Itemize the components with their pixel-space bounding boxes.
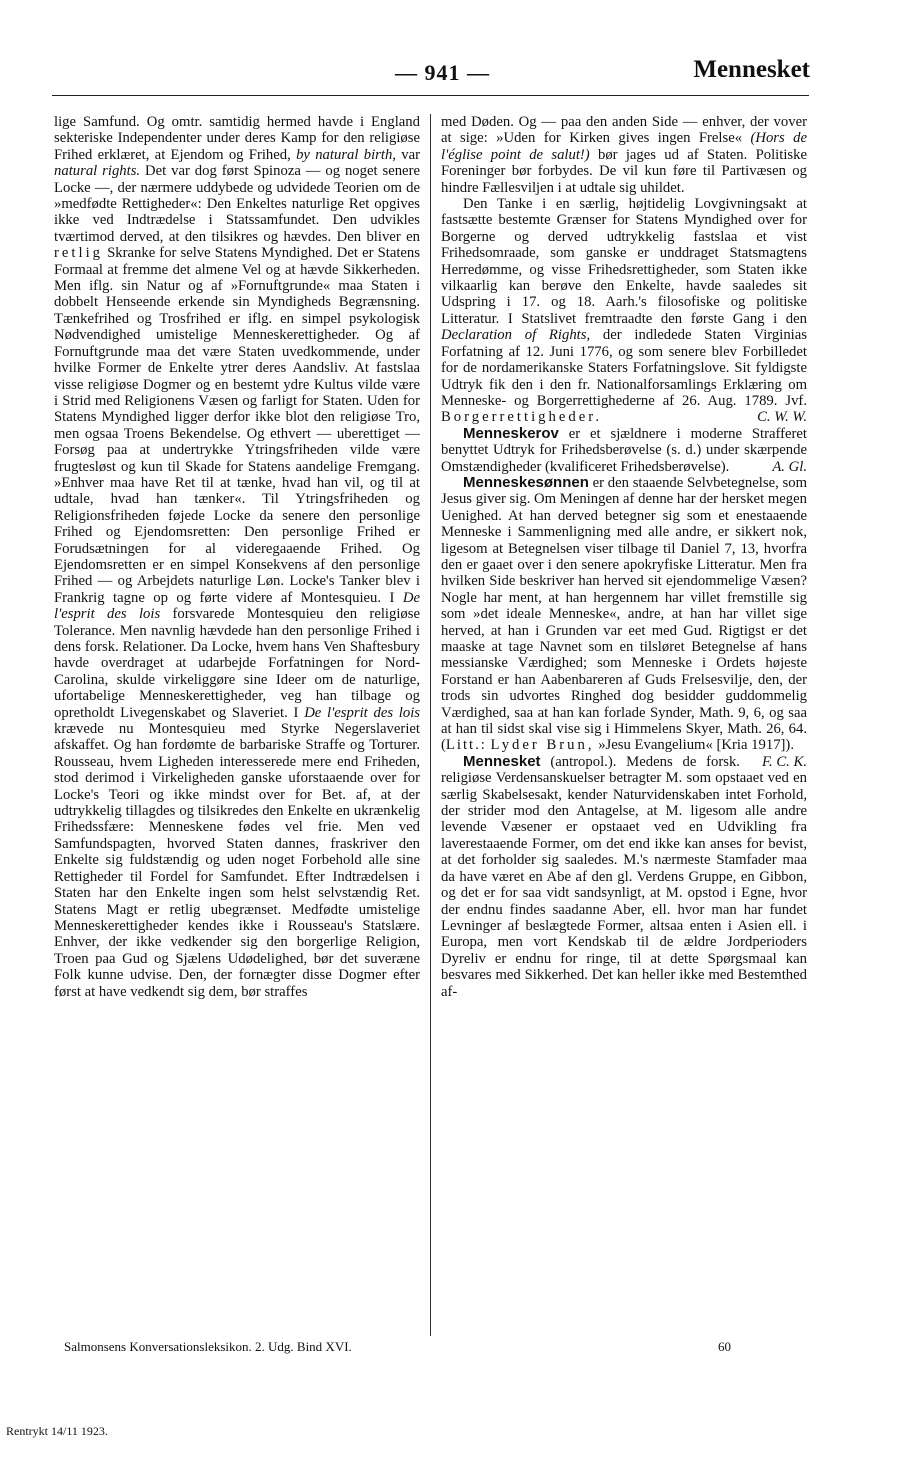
reprint-note <box>6 1424 108 1439</box>
author-signature: F. C. K. <box>761 753 807 770</box>
italic-run: natural rights. <box>54 163 141 180</box>
author-signature: C. W. W. <box>757 409 807 426</box>
page-number: — 941 — <box>395 60 490 85</box>
text-run: Det var dog først Spinoza — og noget senere Locke —, der nærmere uddybede og udvidede Teorien om de »medfødte Rettigheder«: Den Enkeltes naturlige Ret opgives ikke ved Indtrædelse i Statssamfundet. Den udvikles tværtimod derved, at den tilsikres og hævdes. Den bliver en <box>54 163 420 245</box>
reprint-prefix: Rentrykt <box>6 1424 48 1438</box>
entry-headword: Menneskesønnen <box>463 473 589 491</box>
italic-run: Declaration of Rights, <box>441 327 591 344</box>
column-separator <box>430 114 431 1336</box>
literature-title: »Jesu Evangelium« [Kria 1917]). <box>598 737 794 754</box>
author-signature: A. Gl. <box>772 458 807 475</box>
text-run: lige Samfund. Og omtr. samtidig hermed havde i England sekteriske Independenter under deres Kamp for den religiøse Frihed erklæret, at Ejendom og Frihed, <box>54 114 420 163</box>
cross-reference: Borgerrettigheder. <box>441 409 602 426</box>
text-run: var <box>401 146 420 163</box>
right-column <box>441 114 807 1338</box>
right-paragraph-declaration <box>441 196 807 426</box>
entry-menneskerov <box>441 426 807 475</box>
text-run: med Døden. Og — paa den anden Side — enhver, der vover at sige: »Uden for Kirken gives ingen Frelse« <box>441 114 807 147</box>
entry-headword: Mennesket <box>463 752 541 770</box>
entry-mennesket <box>441 754 807 1000</box>
italic-run: by natural birth, <box>296 146 396 163</box>
literature-label: Litt.: <box>445 737 487 754</box>
text-run: der indledede Staten Virginias Forfatning af 12. Juni 1776, og som senere blev Forbilledet for de nordamerikanske Staters Forfatningslove. Sit fyldigste Udtryk fik den i den fr. Nationalforsamlings Erklæring om Menneske- og Borgerrettighederne af 26. Aug. 1789. Jvf. <box>441 327 807 409</box>
text-run: Den Tanke i en særlig, højtidelig Lovgivningsakt at fastsætte bestemte Grænser for Statens Myndighed over for Borgerne og derved udtrykkelig fastslaa et vist Frihedsomraade, som ganske er unddraget Statsmagtens Herredømme, og visse Frihedsrettigheder, som Staten ikke vilkaarlig kan berøve den Enkelte, havde saaledes sit Udspring i 17. og 18. Aarh.'s filosofiske og politiske Litteratur. I Statslivet fremtraadte den første Gang i den <box>441 196 807 327</box>
running-head: Mennesket <box>693 56 810 83</box>
left-column <box>54 114 420 1338</box>
reprint-date: 14/11 1923. <box>51 1424 108 1438</box>
header-rule <box>52 95 809 96</box>
italic-run: De l'esprit des lois <box>304 704 420 721</box>
left-paragraph <box>54 114 420 1000</box>
text-run: forsvarede Montesquieu den religiøse Tolerance. Men navnlig hævdede han den personlige Frihed i dens forsk. Relationer. Da Locke, hvem hans Ven Shaftesbury havde overdraget at udarbejde Forfatningen for Nord-Carolina, skulde virkeliggøre sine Ideer om de naturlige, ufortabelige Menneskerettigheder, veg han tilbage og opretholdt Livegenskabet og Slaveriet. I <box>54 606 420 721</box>
italic-run: (Hors de l'église point de salut!) <box>441 130 807 163</box>
sheet-number: 60 <box>718 1339 731 1354</box>
literature-author: Lyder Brun, <box>490 737 595 754</box>
italic-run: De l'esprit des lois <box>54 589 420 623</box>
spaced-run: retlig <box>54 245 103 262</box>
right-paragraph-continuation <box>441 114 807 196</box>
entry-text: er et sjældnere i moderne Strafferet benyttet Udtryk for Frihedsberøvelse (s. d.) under skærpende Omstændigheder (kvalificeret Frihedsberøvelse). <box>441 425 807 475</box>
publication-line: Salmonsens Konversationsleksikon. 2. Udg. Bind XVI. <box>64 1339 352 1354</box>
entry-headword: Menneskerov <box>463 424 559 442</box>
text-run: Skranke for selve Statens Myndighed. Det er Statens Formaal at fremme det almene Vel og at hævde Sikkerheden. Men iflg. sin Natur og af »Fornuftgrunde« maa Staten i dobbelt Henseende erkende sin Myndigheds Begrænsning. Tænkefrihed og Trosfrihed er iflg. en simpel psykologisk Nødvendighed umistelige Menneskerettigheder. Og af Fornuftgrunde maa det være Staten uvedkommende, under hvilke Former de Enkelte ytrer deres Aandsliv. At fastslaa visse religiøse Dogmer og en bestemt ydre Kultus vilde være i Strid med Religionens Væsen og farligt for Staten. Uden for Statens Myndighed ligger derfor ikke blot den religiøse Tro, men ogsaa Troens Bekendelse. Og ethvert — uberettiget — Forsøg paa at undertrykke Ytringsfriheden vilde være frugtesløst og kun til Skade for Statens aandelige Fremgang. »Enhver maa have Ret til at tænke, hvad han vil, og til at udtale, hvad han tænker«. Til Ytringsfriheden og Religionsfriheden føjede Locke da senere den personlige Frihed og Ejendomsretten: Den personlige Frihed er Forudsætningen for al videregaaende Frihed. Og Ejendomsretten er en simpel Konsekvens af den personlige Frihed — og Arbejdets naturlige Løn. Locke's Tanker blev i Frankrig tagne op og førte videre af Montesquieu. I <box>54 245 420 606</box>
text-run: krævede nu Montesquieu med Styrke Negerslaveriet afskaffet. Og han fordømte de barbariske Straffe og Torturer. Rousseau, hvem Ligheden interesserede mere end Friheden, stod derimod i Virkeligheden ganske uforstaaende over for Locke's Teori og ikke mindst over for Bet. af, at der udtrykkelig tillagdes og tilsikredes den Enkelte en ukrænkelig Frihedssfære: Menneskene fødes vel frie. Men ved Samfundspagten, hvorved Staten dannes, fraskriver den Enkelte sig fuldstændig og uden noget Forbehold alle sine Rettigheder til Fordel for Samfundet. Efter Indtrædelsen i Staten har den Enkelte ingen som helst selvstændig Ret. Statens Magt er retlig ubegrænset. Medfødte umistelige Menneskerettigheder kendes ikke i Rousseau's Statslære. Enhver, der ikke vedkender sig den borgerlige Religion, Troen paa Gud og Sjælens Udødelighed, bør det suveræne Folk kunne udvise. Den, der fornægter disse Dogmer efter først at have vedkendt sig dem, bør straffes <box>54 721 420 1000</box>
entry-text: (antropol.). Medens de forsk. religiøse Verdensanskuelser betragter M. som opstaaet ved en særlig Skabelsesakt, kender Naturvidenskaben intet Forhold, der strider mod den Antagelse, at M. ligesom alle andre levende Væsener er opstaaet ved en Udvikling fra laverestaaende Former, om det end ikke kan anses for bevist, at det forholder sig saaledes. M.'s nærmeste Stamfader maa da have været en Abe af den gl. Verdens Gruppe, en Gibbon, og det er for saa vidt sandsynligt, at M. opstod i Egne, hvor der endnu findes saadanne Aber, ell. hvor man har fundet Levninger af beslægtede Former, altsaa enten i Asien ell. i Europa, men vort Kendskab til de ældre Jordperioders Dyreliv er endnu for ringe, til at dette Spørgsmaal kan besvares med Sikkerhed. Det kan heller ikke med Bestemthed af- <box>441 753 807 1000</box>
text-run: bør jages ud af Staten. Politiske Foreninger bør forbydes. De vil kun føre til Partivæsen og hindre Fællesviljen i at udtale sig uhildet. <box>441 146 807 196</box>
page-header <box>40 56 810 92</box>
entry-text: er den staaende Selvbetegnelse, som Jesus giver sig. Om Meningen af denne har der hersket megen Uenighed. At han derved betegner sig som et enestaaende Menneske i Sammenligning med alle andre, er sikkert nok, ligesom at Betegnelsen viser tilbage til Daniel 7, 13, hvorfra den er gaaet over i den senere apokryfiske Litteratur. Men fra hvilken Side beskriver han herved sit ejendommelige Væsen? Nogle har ment, at han hergennem har villet fremstille sig som »det ideale Menneske«, andre, at han har villet sige herved, at han i Grunden var eet med Gud. Rigtigst er det maaske at tage Navnet som en tilsløret Betegnelse af hans messianske Værdighed; som Menneske i Ordets højeste Forstand er han Aabenbareren af Guds Frelsesvilje, den, der trods sin udvortes Ringhed dog besidder guddommelig Værdighed, saa at han kan forlade Synder, Math. 9, 6, og saa at han til sidst skal vise sig i Himmelens Skyer, Math. 26, 64. ( <box>441 474 807 754</box>
